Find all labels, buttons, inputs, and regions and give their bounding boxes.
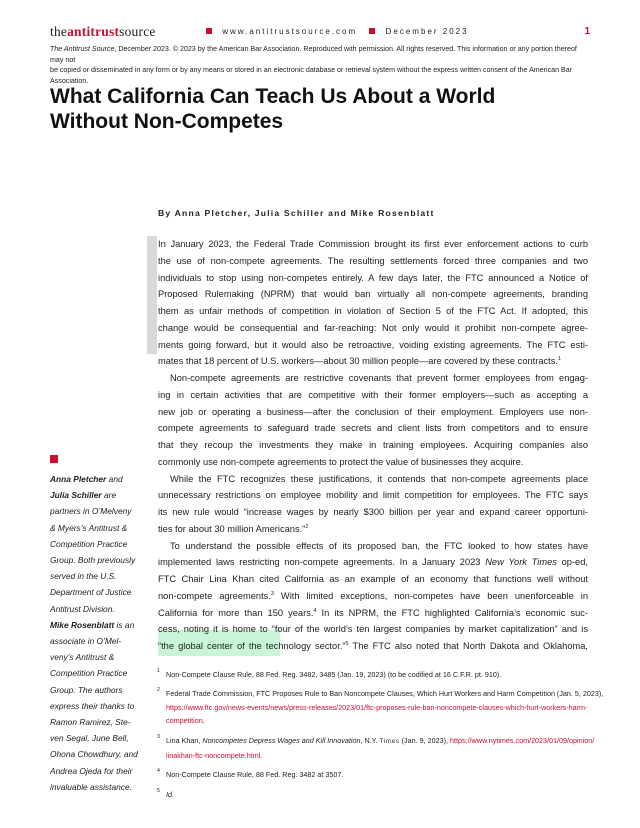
author-bio-sidebar: Anna Pletcher and Julia Schiller are partners in O’Melveny & Myers’s Antitrust & Competition Practice Group. Both previously served in the U.S. Department of Justice Antitrust Division. Mike Rosenblatt is an associate in O’Mel- veny’s Antitrust & Competition Practice Group. The authors express their thanks to Ramon Ramirez, Ste- ven Segal, June Bell, Ohona Chowdhury, and Andrea Ojeda for their invaluable assistance. bbox=[50, 455, 150, 795]
footnote-4: 4 Non-Compete Clause Rule, 88 Fed. Reg. 3482 at 3507. bbox=[157, 768, 344, 780]
issue-date: December 2023 bbox=[385, 27, 469, 36]
footnote-1: 1 Non-Compete Clause Rule, 88 Fed. Reg. 3482, 3485 (Jan. 19, 2023) (to be codified at 16 C.F.R. pt. 910). bbox=[157, 668, 502, 679]
masthead bbox=[50, 24, 590, 40]
footnote-ref[interactable]: 5 bbox=[345, 640, 349, 647]
footnote-link[interactable]: linakhan-ftc-noncompete.html bbox=[166, 751, 261, 761]
publication-logo: theantitrustsource bbox=[50, 24, 156, 39]
page-number: 1 bbox=[584, 26, 590, 37]
paragraph-2: Non-compete agreements are restrictive covenants that prevent former employees from engag- ing in certain activities that are competitive with their former employers—such as accepting a new job or operating a business—after the conclusion of their employment. Employers use non- compete agreements to safeguard trade secrets and client lists from competitors and to ensure that they recoup the investments they make in training employees. Acquiring companies also commonly use non-compete agreements to protect the value of businesses they acquire. bbox=[158, 373, 588, 467]
site-url[interactable]: www.antitrustsource.com bbox=[222, 27, 358, 36]
square-bullet-icon bbox=[206, 28, 212, 34]
footnote-ref[interactable]: 2 bbox=[305, 523, 309, 530]
square-marker-icon bbox=[50, 455, 58, 463]
footnote-3: 3 Lina Khan, Noncompetes Depress Wages and Kill Innovation, N.Y. Times (Jan. 9, 2023), https://www.nytimes.com/2023/01/09/opinion/ linakhan-ftc-noncompete.html. bbox=[157, 733, 595, 761]
masthead-meta bbox=[206, 27, 469, 36]
copyright-notice: The Antitrust Source, December 2023. © 2023 by the American Bar Association. Reproduced with permission. All rights reserved. This information or any portion thereof may not be copied or disseminated in any form or by any means or stored in an electronic database or retrieval system without the express written consent of the American Bar Association. bbox=[50, 45, 577, 85]
byline: By Anna Pletcher, Julia Schiller and Mike Rosenblatt bbox=[158, 208, 435, 218]
footnote-ref[interactable]: 1 bbox=[557, 356, 562, 363]
footnote-ref[interactable]: 4 bbox=[313, 607, 317, 614]
article-title: What California Can Teach Us About a World Without Non-Competes bbox=[50, 85, 496, 133]
article-body bbox=[158, 236, 588, 655]
footnote-link[interactable]: https://www.ftc.gov/news-events/news/press-releases/2023/01/ftc-proposes-rule-ban-noncompete-clauses-which-hurt-workers-harm- bbox=[166, 702, 588, 712]
footnote-link[interactable]: competition bbox=[166, 716, 203, 726]
footnote-2: 2 Federal Trade Commission, FTC Proposes Rule to Ban Noncompete Clauses, Which Hurt Workers and Harm Competition (Jan. 5, 2023), https://www.ftc.gov/news-events/news/press-releases/2023/01/ftc-proposes-rule-ban-noncompete-clauses-which-hurt-workers-harm- competition. bbox=[157, 687, 604, 726]
paragraph-1: In January 2023, the Federal Trade Commission brought its first ever enforcement actions to curb the use of non-compete agreements. The resulting settlements forced three companies and two individuals to stop using non-competes entirely. A few days later, the FTC announced a Notice of Proposed Rulemaking (NPRM) that would ban virtually all non-compete agreements, branding them as unfair methods of competition in violation of Section 5 of the FTC Act. If adopted, this change would be consequential and far-reaching: Not only would it prohibit non-compete agree- ments going forward, but it would also be retroactive, voiding existing agreements. The FTC esti- mates that 18 percent of U.S. workers—about 30 million people—are covered by these contracts.$^1$ bbox=[158, 239, 588, 367]
drop-cap-bar bbox=[147, 236, 157, 354]
paragraph-3: While the FTC recognizes these justifications, it contends that non-compete agreements place unnecessary restrictions on employee mobility and limit competition for employees. The FTC says its new rule would “increase wages by nearly $300 billion per year and expand career opportuni- ties for about 30 million Americans.”$^2$ bbox=[158, 473, 588, 534]
footnotes bbox=[157, 668, 604, 807]
square-bullet-icon bbox=[369, 28, 375, 34]
footnote-5: 5 Id. bbox=[157, 787, 174, 799]
footnote-link[interactable]: https://www.nytimes.com/2023/01/09/opinion/ bbox=[449, 735, 595, 745]
paragraph-4: To understand the possible effects of its proposed ban, the FTC looked to how states have implemented laws restricting non-compete agreements. In a January 2023 New York Times op-ed, FTC Chair Lina Khan cited California as an example of an economy that functions well without non-compete agreements.$^3$ With limited exceptions, non-competes have been unenforceable in California for more than 150 years.$^4$ In its NPRM, the FTC highlighted California’s economic suc- cess, noting it is home to “four of the world’s ten largest companies by market capitalization” and is “the global center of the technology sector.”$^5$ The FTC also noted that North Dakota and Oklahoma, bbox=[158, 540, 588, 651]
footnote-ref[interactable]: 3 bbox=[270, 590, 274, 597]
